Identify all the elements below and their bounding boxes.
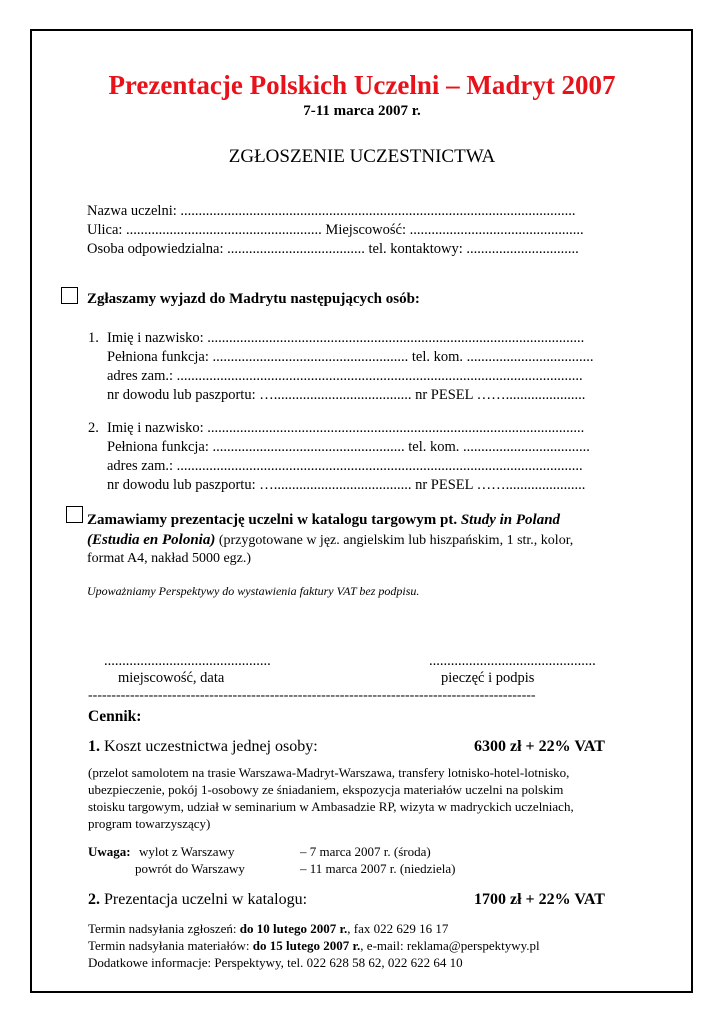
person-2-name-field[interactable]: Imię i nazwisko: ........................................................................................................ xyxy=(107,420,585,436)
departure-date: – 7 marca 2007 r. (środa) xyxy=(300,844,431,859)
person-2-id-field[interactable]: nr dowodu lub paszportu: …...................................... nr PESEL ……...................... xyxy=(107,477,586,493)
catalog-order-text: Zamawiamy prezentację uczelni w katalogu targowym pt. xyxy=(87,512,458,528)
place-date-field[interactable]: .............................................. xyxy=(104,653,271,669)
materials-date: do 15 lutego 2007 r. xyxy=(252,938,361,953)
form-title: ZGŁOSZENIE UCZESTNICTWA xyxy=(228,146,496,167)
pricing-desc-3: stoisku targowym, udział w seminarium w Ambasadzie RP, wizyta w madryckich uczelniach, xyxy=(88,799,574,814)
materials-deadline xyxy=(88,938,540,954)
pricing-heading: Cennik: xyxy=(88,708,142,725)
travel-checkbox[interactable] xyxy=(61,287,78,304)
person-2-address-field[interactable]: adres zam.: ................................................................................................................ xyxy=(107,458,583,474)
note-label: Uwaga: xyxy=(88,844,131,859)
vat-authorization: Upoważniamy Perspektywy do wystawienia faktury VAT bez podpisu. xyxy=(87,584,420,598)
person-1-name-field[interactable]: Imię i nazwisko: ........................................................................................................ xyxy=(107,330,585,346)
pricing-desc-4: program towarzyszący) xyxy=(88,816,211,831)
pricing-desc-1: (przelot samolotem na trasie Warszawa-Madryt-Warszawa, transfery lotnisko-hotel-lotnisko, xyxy=(88,765,570,780)
pricing-item-1 xyxy=(88,738,318,756)
event-dates: 7-11 marca 2007 r. xyxy=(303,103,421,119)
person-2-function-field[interactable]: Pełniona funkcja: ..................................................... tel. kom. ................................... xyxy=(107,439,590,455)
pricing-item-2-price: 1700 zł + 22% VAT xyxy=(474,891,605,908)
institution-name-field[interactable]: Nazwa uczelni: ............................................................................................................. xyxy=(87,203,576,219)
departure-label: wylot z Warszawy xyxy=(139,844,235,859)
pricing-item-1-label: Koszt uczestnictwa jednej osoby: xyxy=(104,738,318,755)
catalog-details-1: (przygotowane w jęz. angielskim lub hiszpańskim, 1 str., kolor, xyxy=(218,533,574,548)
place-date-label: miejscowość, data xyxy=(118,670,225,686)
catalog-subtitle: (Estudia en Polonia) xyxy=(87,532,216,548)
stamp-signature-field[interactable]: .............................................. xyxy=(429,653,596,669)
travel-heading: Zgłaszamy wyjazd do Madrytu następujących osób: xyxy=(87,291,420,307)
street-city-field[interactable]: Ulica: ...................................................... Miejscowość: ................................................ xyxy=(87,222,584,238)
pricing-item-1-number: 1. xyxy=(88,738,100,755)
contact-person-field[interactable]: Osoba odpowiedzialna: ...................................... tel. kontaktowy: ............................... xyxy=(87,241,579,257)
additional-info: Dodatkowe informacje: Perspektywy, tel. 022 628 58 62, 022 622 64 10 xyxy=(88,955,463,970)
catalog-order-line xyxy=(87,512,560,529)
pricing-item-2 xyxy=(88,891,307,909)
pricing-item-2-label: Prezentacja uczelni w katalogu: xyxy=(104,891,308,908)
divider: ------------------------------------------------------------------------------------------------ xyxy=(88,688,536,703)
catalog-title: Study in Poland xyxy=(460,512,561,528)
registration-fax: , fax 022 629 16 17 xyxy=(347,921,449,936)
catalog-checkbox[interactable] xyxy=(66,506,83,523)
catalog-details-line xyxy=(87,532,573,549)
registration-deadline xyxy=(88,921,448,937)
pricing-item-2-number: 2. xyxy=(88,891,100,908)
materials-label: Termin nadsyłania materiałów: xyxy=(88,938,250,953)
person-1-number: 1. xyxy=(88,330,99,346)
catalog-details-2: format A4, nakład 5000 egz.) xyxy=(87,551,252,566)
page-title: Prezentacje Polskich Uczelni – Madryt 2007 xyxy=(108,70,616,100)
pricing-item-1-price: 6300 zł + 22% VAT xyxy=(474,738,605,755)
materials-email: , e-mail: reklama@perspektywy.pl xyxy=(360,938,540,953)
person-1-address-field[interactable]: adres zam.: ................................................................................................................ xyxy=(107,368,583,384)
return-date: – 11 marca 2007 r. (niedziela) xyxy=(300,861,456,876)
return-label: powrót do Warszawy xyxy=(135,861,245,876)
registration-label: Termin nadsyłania zgłoszeń: xyxy=(88,921,237,936)
registration-date: do 10 lutego 2007 r. xyxy=(239,921,348,936)
stamp-signature-label: pieczęć i podpis xyxy=(441,670,535,686)
person-2-number: 2. xyxy=(88,420,99,436)
person-1-id-field[interactable]: nr dowodu lub paszportu: …...................................... nr PESEL ……...................... xyxy=(107,387,586,403)
pricing-desc-2: ubezpieczenie, pokój 1-osobowy ze śniadaniem, ekspozycja materiałów uczelni na polskim xyxy=(88,782,564,797)
person-1-function-field[interactable]: Pełniona funkcja: ...................................................... tel. kom. ................................... xyxy=(107,349,594,365)
